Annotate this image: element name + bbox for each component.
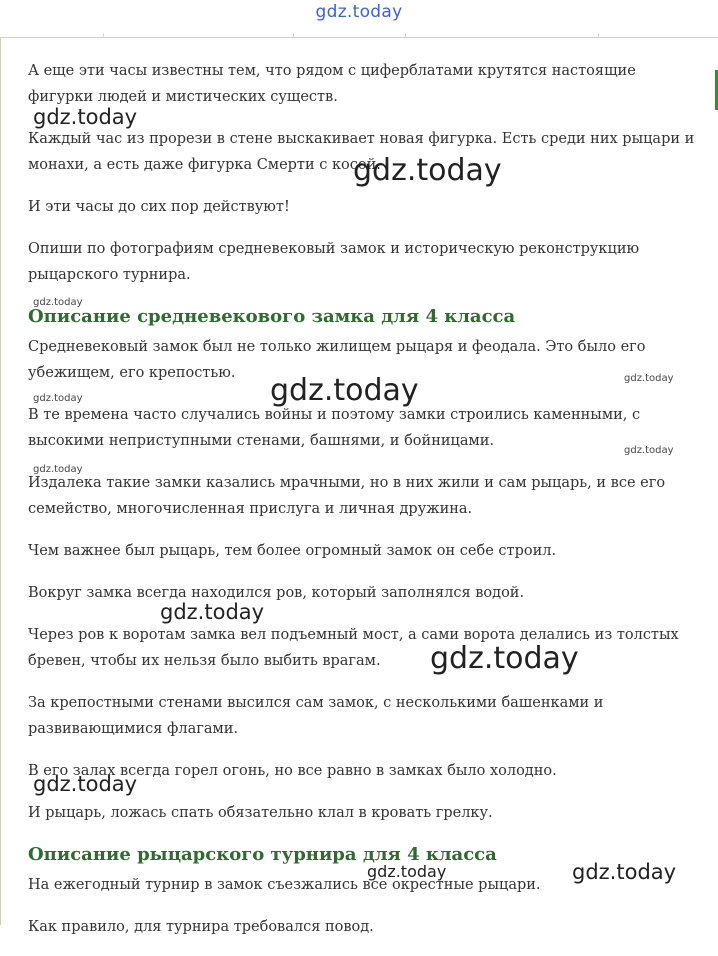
watermark: gdz.today: [430, 641, 579, 676]
watermark: gdz.today: [353, 153, 502, 188]
watermark: gdz.today: [33, 393, 83, 404]
castle-paragraph-4: Чем важнее был рыцарь, тем более огромный замок он себе строил.: [28, 543, 557, 559]
tournament-paragraph-1: На ежегодный турнир в замок съезжались все окрестные рыцари.: [28, 877, 541, 893]
castle-paragraph-7: За крепостными стенами высился сам замок, с несколькими башенками и развивающимися флагами.: [28, 695, 604, 737]
watermark: gdz.today: [624, 373, 674, 384]
watermark: gdz.today: [33, 772, 138, 796]
intro-paragraph-1: А еще эти часы известны тем, что рядом с циферблатами крутятся настоящие фигурки людей и мистических существ.: [28, 63, 636, 105]
castle-paragraph-3: Издалека такие замки казались мрачными, но в них жили и сам рыцарь, и все его семейство, многочисленная прислуга и личная дружина.: [28, 475, 666, 517]
header-tick: [405, 33, 406, 38]
castle-paragraph-1: Средневековый замок был не только жилищем рыцаря и феодала. Это было его убежищем, его крепостью.: [28, 339, 646, 381]
tournament-section-heading: Описание рыцарского турнира для 4 класса: [28, 844, 497, 865]
header-tick: [103, 33, 104, 38]
watermark: gdz.today: [572, 860, 677, 884]
intro-paragraph-4: Опиши по фотографиям средневековый замок и историческую реконструкцию рыцарского турнира.: [28, 241, 640, 283]
intro-paragraph-2: Каждый час из прорези в стене выскакивает новая фигурка. Есть среди них рыцари и монахи, а есть даже фигурка Смерти с косой.: [28, 131, 695, 173]
castle-paragraph-5: Вокруг замка всегда находился ров, который заполнялся водой.: [28, 585, 525, 601]
intro-paragraph-3: И эти часы до сих пор действуют!: [28, 199, 290, 215]
article-body: [28, 58, 696, 956]
header-divider: [0, 37, 718, 38]
watermark: gdz.today: [624, 445, 674, 456]
watermark: gdz.today: [33, 297, 83, 308]
castle-paragraph-2: В те времена часто случались войны и поэтому замки строились каменными, с высокими неприступными стенами, башнями, и бойницами.: [28, 407, 641, 449]
header-tick: [598, 33, 599, 38]
site-logo[interactable]: gdz.today: [315, 2, 403, 22]
watermark: gdz.today: [367, 862, 447, 881]
tournament-paragraph-2: Как правило, для турнира требовался повод.: [28, 919, 374, 935]
watermark: gdz.today: [270, 373, 419, 408]
castle-paragraph-6: Через ров к воротам замка вел подъемный мост, а сами ворота делались из толстых бревен, чтобы их нельзя было выбить врагам.: [28, 627, 679, 669]
watermark: gdz.today: [160, 600, 265, 624]
watermark: gdz.today: [33, 464, 83, 475]
header-tick: [293, 33, 294, 38]
castle-section-heading: Описание средневекового замка для 4 класса: [28, 306, 516, 327]
left-border: [0, 38, 1, 925]
watermark: gdz.today: [33, 105, 138, 129]
castle-paragraph-8: В его залах всегда горел огонь, но все равно в замках было холодно.: [28, 763, 557, 779]
castle-paragraph-9: И рыцарь, ложась спать обязательно клал в кровать грелку.: [28, 805, 493, 821]
